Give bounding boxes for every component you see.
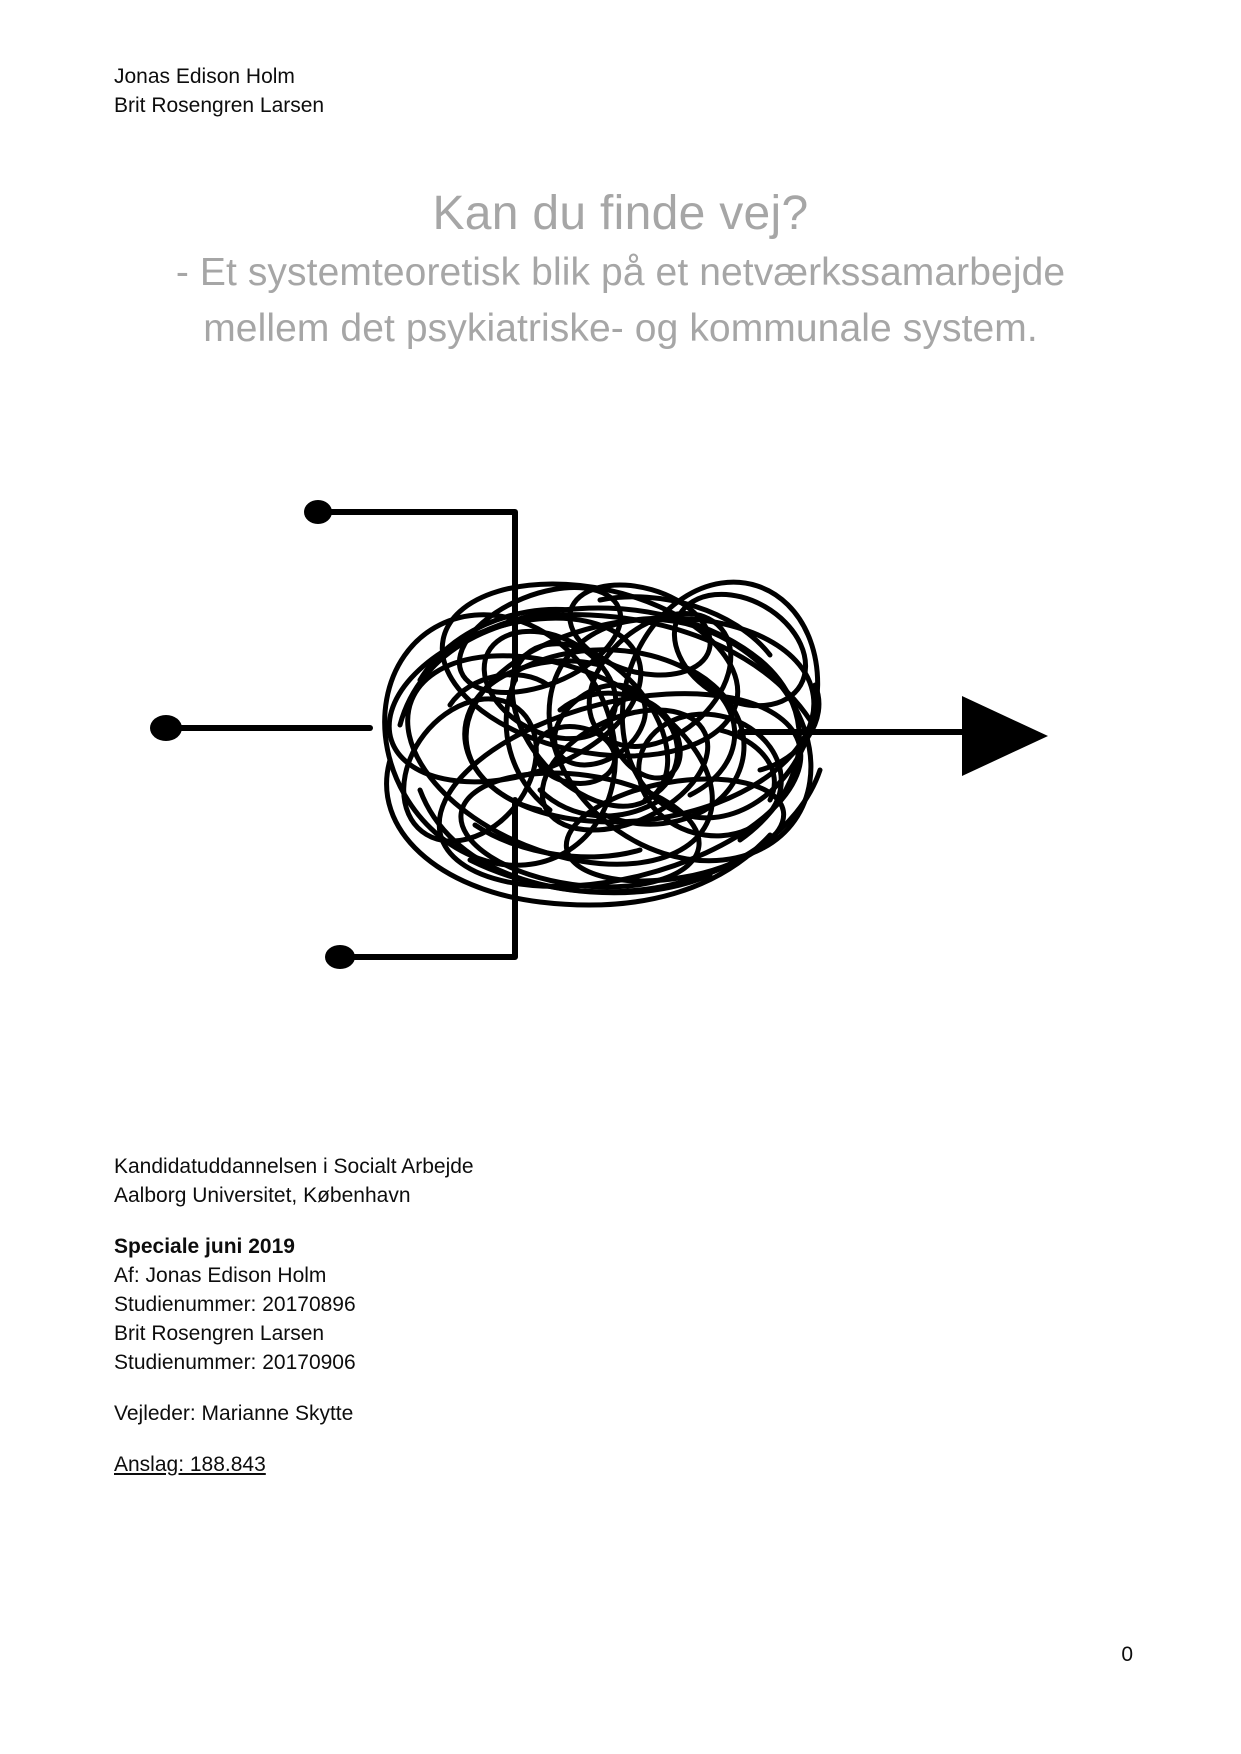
page-number: 0 — [1121, 1643, 1133, 1666]
title-line-2: - Et systemteoretisk blik på et netværkssamarbejde — [175, 251, 1066, 294]
thesis-metadata — [114, 1152, 474, 1479]
title-line-3: mellem det psykiatriske- og kommunale system. — [203, 307, 1038, 350]
meta-author-2-student-number: Studienummer: 20170906 — [114, 1351, 356, 1374]
page-title — [0, 183, 1241, 357]
meta-group-anslag — [114, 1450, 474, 1479]
arrowhead-icon — [962, 696, 1048, 776]
header-author-2: Brit Rosengren Larsen — [114, 94, 325, 117]
tangled-scribble-icon — [120, 470, 1080, 990]
meta-thesis-label: Speciale juni 2019 — [114, 1235, 295, 1258]
meta-program: Kandidatuddannelsen i Socialt Arbejde — [114, 1155, 474, 1178]
header-authors — [114, 62, 324, 120]
meta-group-authors — [114, 1232, 474, 1377]
meta-group-institution — [114, 1152, 474, 1210]
header-author-1: Jonas Edison Holm — [114, 65, 295, 88]
meta-character-count: Anslag: 188.843 — [114, 1453, 266, 1476]
meta-supervisor: Vejleder: Marianne Skytte — [114, 1402, 354, 1425]
meta-author-1-student-number: Studienummer: 20170896 — [114, 1293, 356, 1316]
meta-author-1: Af: Jonas Edison Holm — [114, 1264, 327, 1287]
title-line-1: Kan du finde vej? — [432, 187, 809, 240]
meta-group-supervisor — [114, 1399, 474, 1428]
meta-university: Aalborg Universitet, København — [114, 1184, 411, 1207]
scribble-strokes — [340, 557, 858, 921]
meta-author-2: Brit Rosengren Larsen — [114, 1322, 325, 1345]
